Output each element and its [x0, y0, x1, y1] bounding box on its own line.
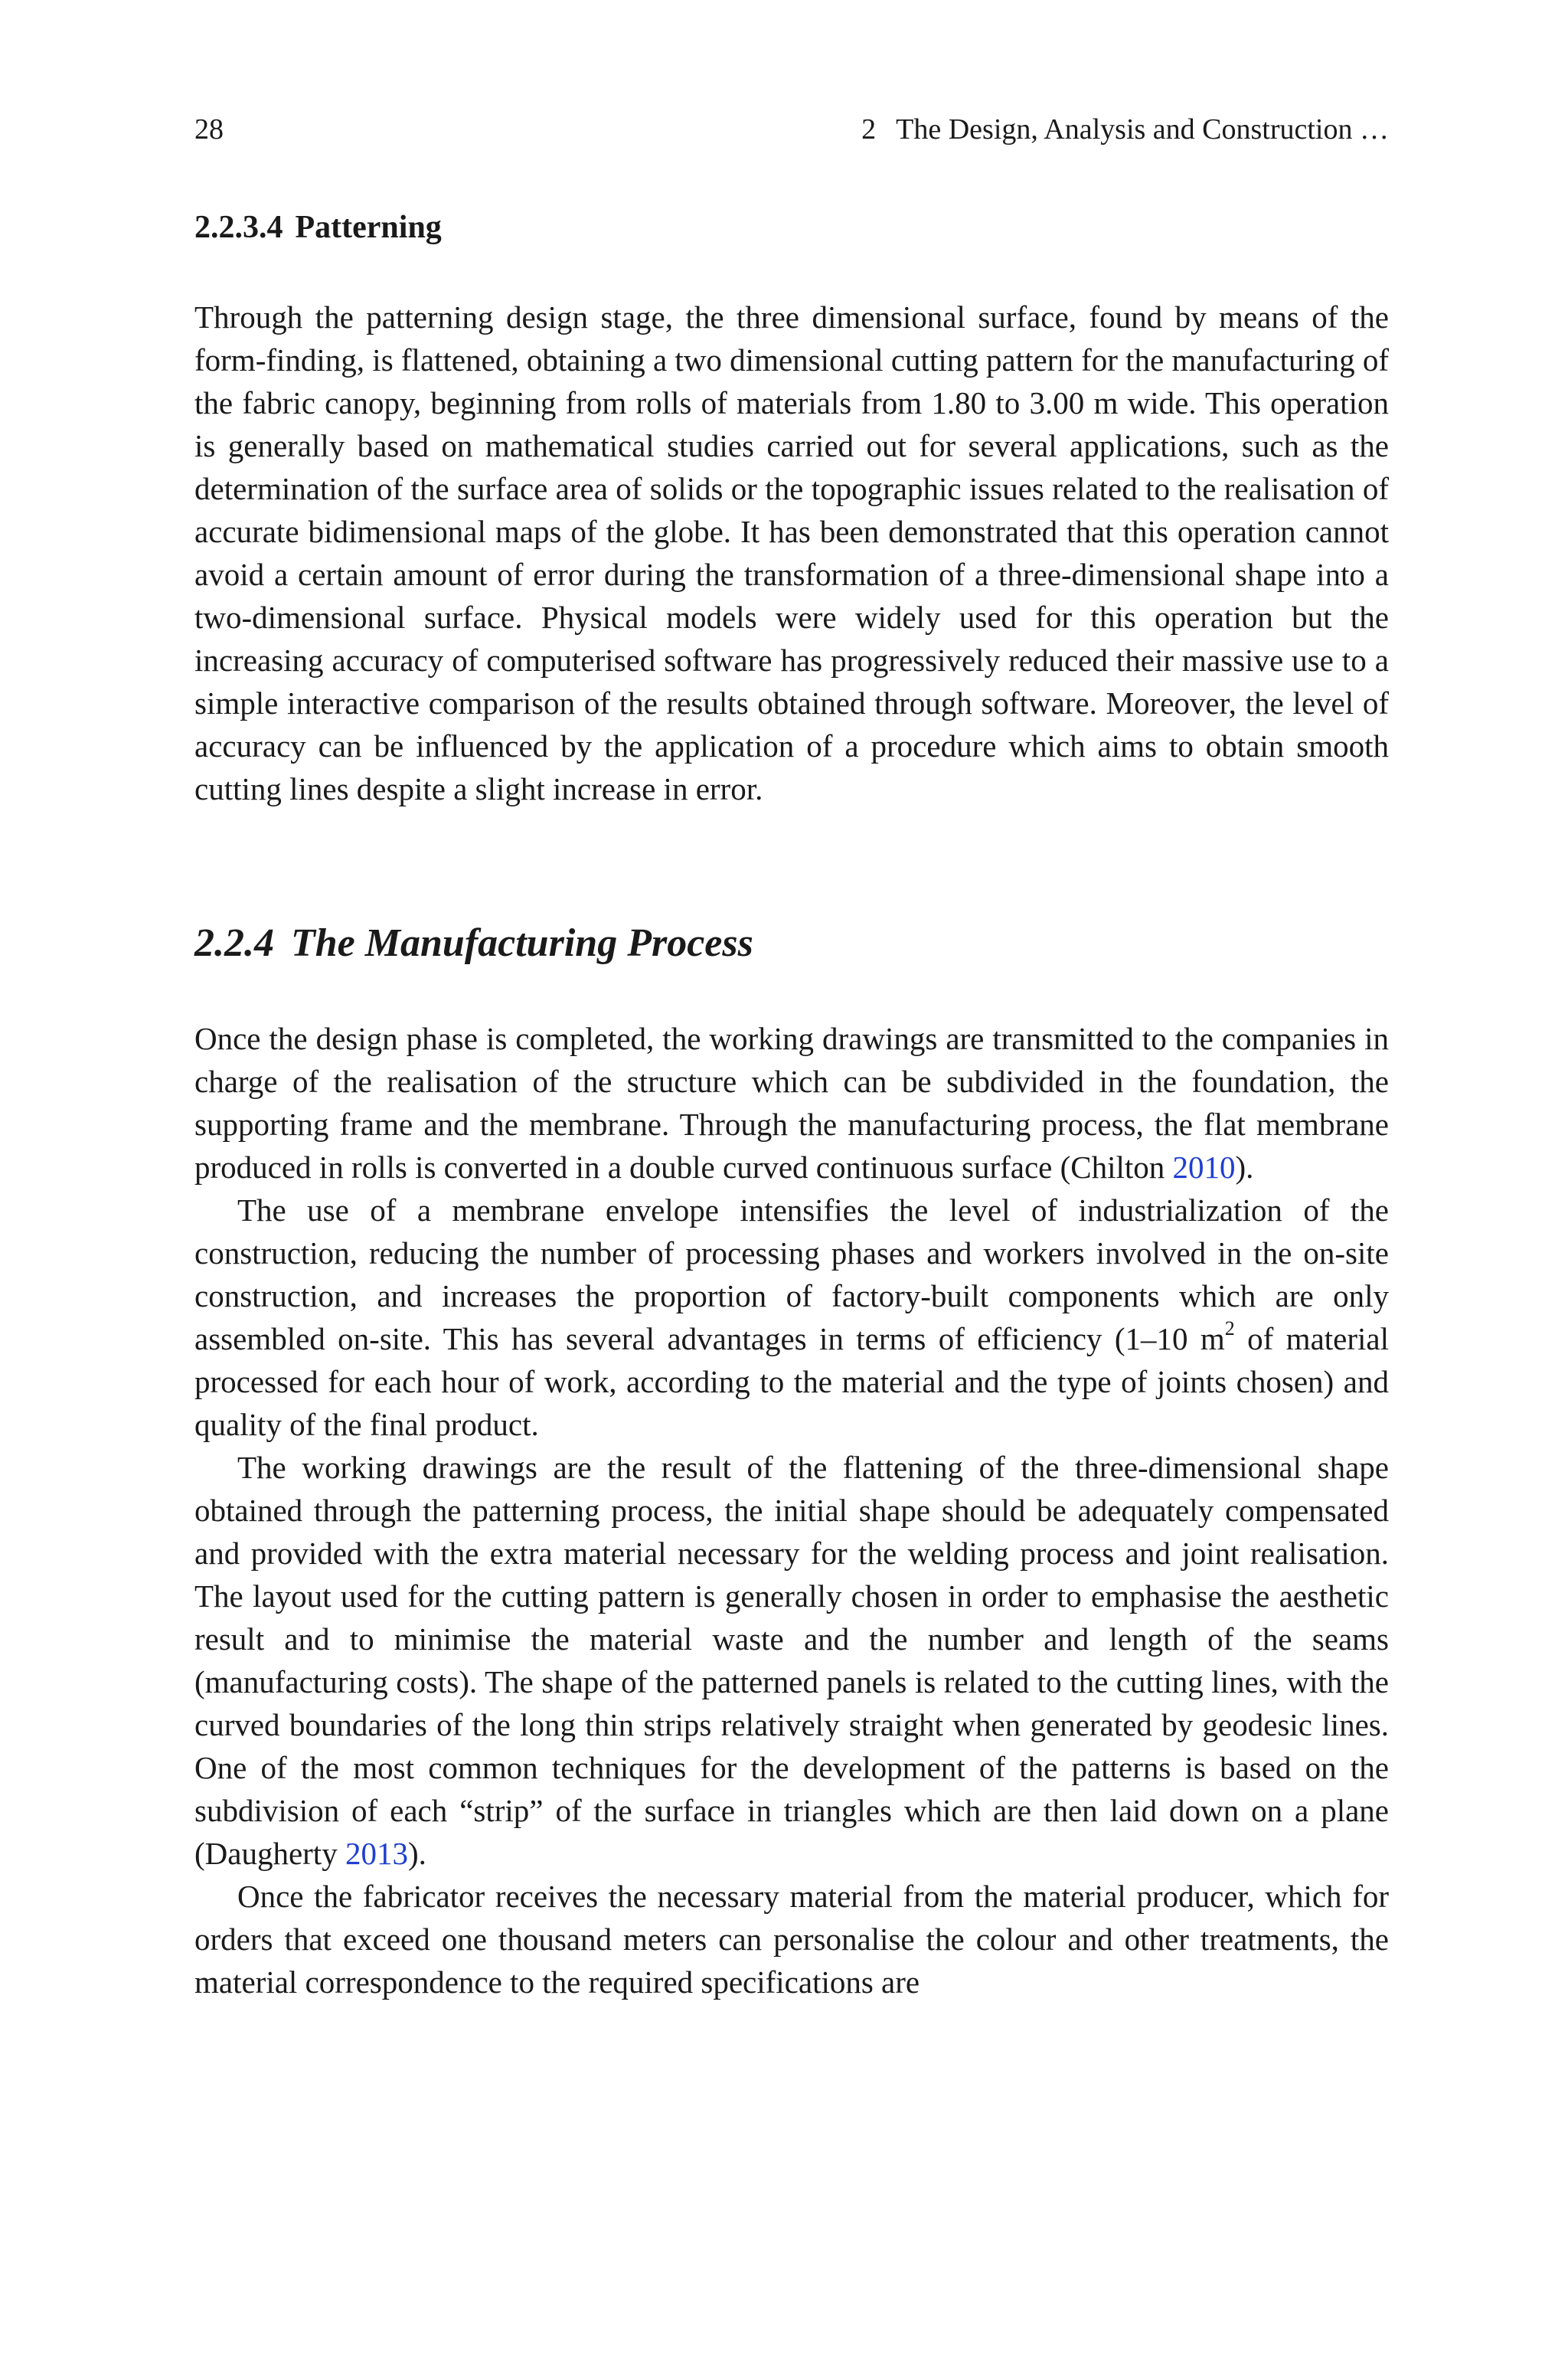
paragraph-text: The working drawings are the result of the flattening of the three-dimensional shape obtained through the patterning process, the initial shape should be adequately compensated and provided with the extra material necessary for the welding process and joint realisation. The layout used for the cutting pattern is generally chosen in order to emphasise the aesthetic result and to minimise the material waste and the number and length of the seams (manufacturing costs). The shape of the patterned panels is related to the cutting lines, with the curved boundaries of the long thin strips relatively straight when generated by geodesic lines. One of the most common techniques for the development of the patterns is based on the subdivision of each “strip” of the surface in triangles which are then laid down on a plane (Daugherty — [194, 1450, 1389, 1871]
patterning-body — [194, 296, 1389, 810]
section-number: 2.2.3.4 — [194, 210, 283, 245]
citation-link[interactable]: 2013 — [345, 1836, 408, 1871]
section-number: 2.2.4 — [194, 921, 274, 965]
paragraph: Through the patterning design stage, the three dimensional surface, found by means of the form-finding, is flattened, obtaining a two dimensional cutting pattern for the manufacturing of the fabric canopy, beginning from rolls of materials from 1.80 to 3.00 m wide. This operation is generally based on mathematical studies carried out for several applications, such as the determination of the surface area of solids or the topographic issues related to the realisation of accurate bidimensional maps of the globe. It has been demonstrated that this operation cannot avoid a certain amount of error during the transformation of a three-dimensional shape into a two-dimensional surface. Physical models were widely used for this operation but the increasing accuracy of computerised software has progressively reduced their massive use to a simple interactive comparison of the results obtained through software. Moreover, the level of accuracy can be influenced by the application of a procedure which aims to obtain smooth cutting lines despite a slight increase in error. — [194, 299, 1389, 806]
section-title: Patterning — [295, 210, 442, 245]
paragraph-text: ). — [407, 1836, 426, 1871]
section-title: The Manufacturing Process — [291, 921, 753, 965]
chapter-title: The Design, Analysis and Construction … — [896, 113, 1389, 146]
citation-link[interactable]: 2010 — [1172, 1150, 1236, 1185]
paragraph — [194, 1189, 1389, 1446]
chapter-number: 2 — [861, 113, 877, 146]
paragraph — [194, 1446, 1389, 1875]
manufacturing-body — [194, 1017, 1389, 2003]
paragraph-text: Once the design phase is completed, the working drawings are transmitted to the companies in charge of the realisation of the structure which can be subdivided in the foundation, the supporting frame and the membrane. Through the manufacturing process, the flat membrane produced in rolls is converted in a double curved continuous surface (Chilton — [194, 1021, 1389, 1185]
chapter-running-title — [861, 115, 1389, 144]
page-number: 28 — [194, 113, 224, 146]
page — [194, 115, 1389, 2003]
paragraph — [194, 1017, 1389, 1189]
running-head — [194, 115, 1389, 146]
section-heading-manufacturing — [194, 921, 1389, 965]
paragraph: Once the fabricator receives the necessary material from the material producer, which for orders that exceed one thousand meters can personalise the colour and other treatments, the material correspondence to the required specifications are — [194, 1879, 1389, 2000]
paragraph-text: The use of a membrane envelope intensifies the level of industrialization of the construction, reducing the number of processing phases and workers involved in the on-site construction, and increases the proportion of factory-built components which are only assembled on-site. This has several advantages in terms of efficiency (1–10 m — [194, 1192, 1389, 1356]
superscript: 2 — [1224, 1317, 1235, 1340]
paragraph-text: ). — [1235, 1150, 1254, 1185]
section-heading-patterning — [194, 211, 1389, 244]
paragraph-text: of material processed for each hour of work, according to the material and the type of joints chosen) and quality of the final product. — [194, 1321, 1389, 1442]
